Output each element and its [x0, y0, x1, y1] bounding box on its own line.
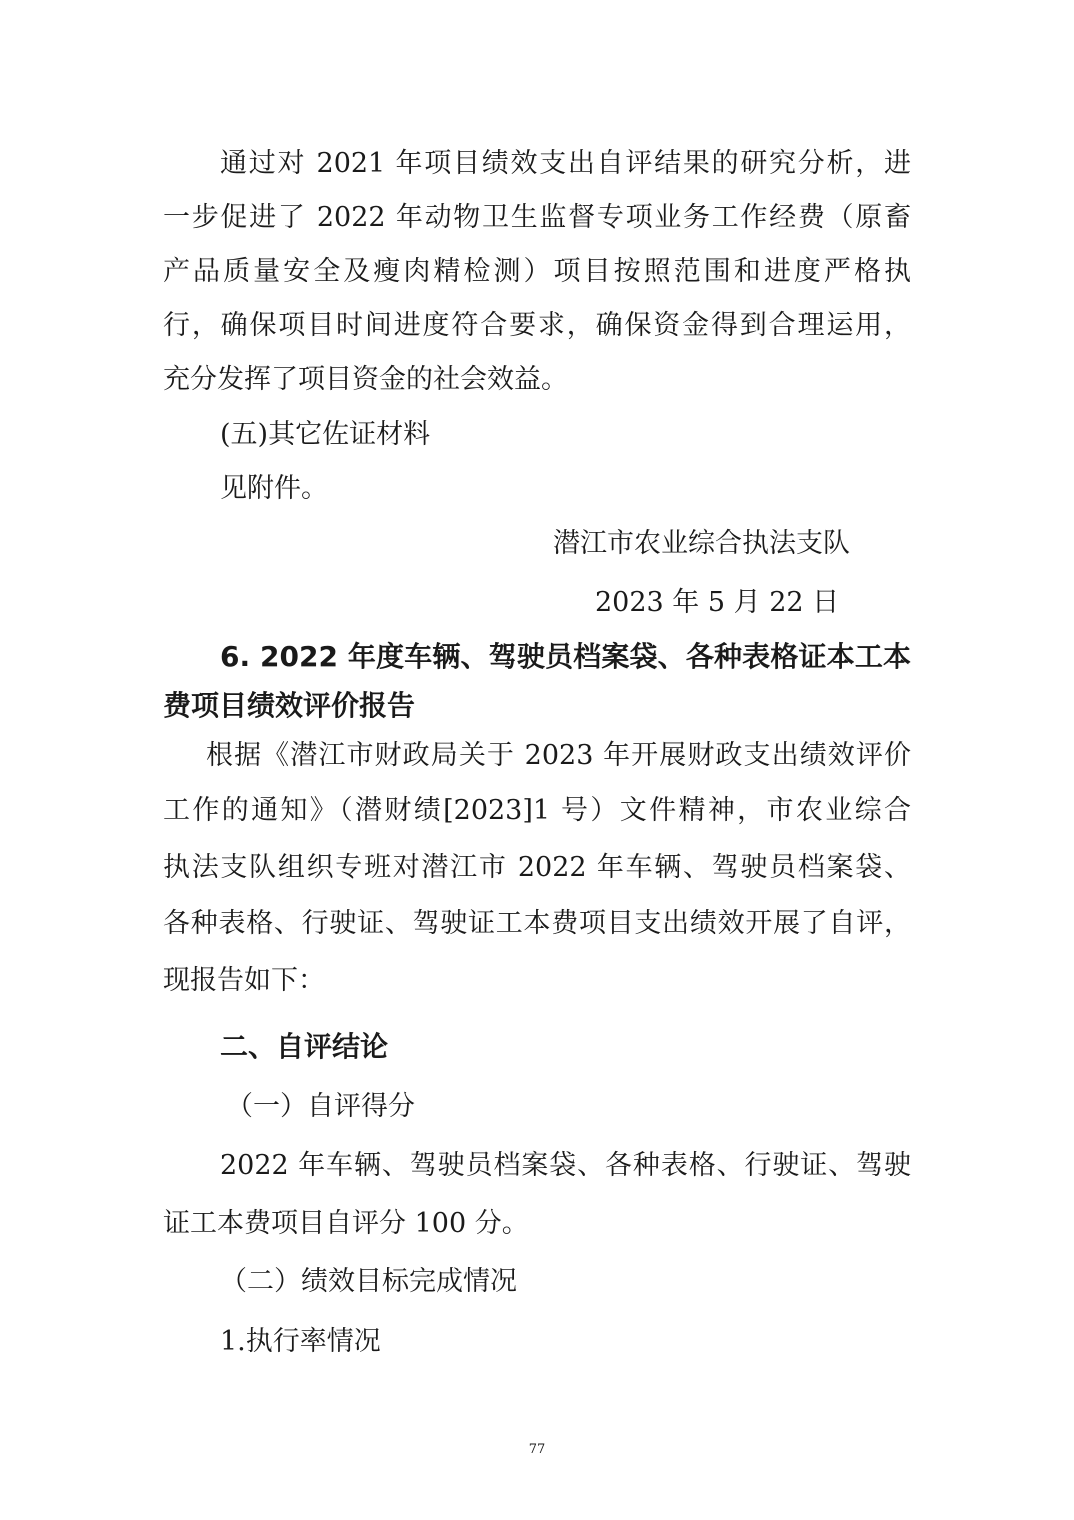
report-title-line-1: 6. 2022 年度车辆、驾驶员档案袋、各种表格证本工本 — [220, 640, 911, 673]
section5-heading: (五)其它佐证材料 — [220, 419, 431, 450]
intro-line-3: 执法支队组织专班对潜江市 2022 年车辆、驾驶员档案袋、 — [163, 852, 911, 883]
sub1-text-line-1: 2022 年车辆、驾驶员档案袋、各种表格、行驶证、驾驶 — [220, 1150, 911, 1181]
intro-line-4: 各种表格、行驶证、驾驶证工本费项目支出绩效开展了自评， — [163, 908, 911, 939]
item1-heading: 1.执行率情况 — [220, 1326, 381, 1357]
section2-heading: 二、自评结论 — [220, 1030, 389, 1063]
para1-line-1: 通过对 2021 年项目绩效支出自评结果的研究分析，进 — [220, 148, 911, 179]
sub1-heading: （一）自评得分 — [226, 1091, 415, 1122]
sub1-text-line-2: 证工本费项目自评分 100 分。 — [163, 1208, 529, 1239]
para1-line-4: 行，确保项目时间进度符合要求，确保资金得到合理运用， — [163, 310, 911, 341]
para1-line-3: 产品质量安全及瘦肉精检测）项目按照范围和进度严格执 — [163, 256, 911, 287]
page-number: 77 — [528, 1442, 546, 1457]
intro-line-1: 根据《潜江市财政局关于 2023 年开展财政支出绩效评价 — [206, 740, 911, 771]
signature-org: 潜江市农业综合执法支队 — [553, 528, 850, 559]
intro-line-2: 工作的通知》（潜财绩[2023]1 号）文件精神，市农业综合 — [163, 795, 911, 826]
para1-line-2: 一步促进了 2022 年动物卫生监督专项业务工作经费（原畜 — [163, 202, 911, 233]
intro-line-5: 现报告如下： — [163, 965, 325, 996]
sub2-heading: （二）绩效目标完成情况 — [220, 1266, 517, 1297]
section5-text: 见附件。 — [220, 473, 328, 504]
para1-line-5: 充分发挥了项目资金的社会效益。 — [163, 364, 568, 395]
signature-date: 2023 年 5 月 22 日 — [595, 587, 840, 618]
report-title-line-2: 费项目绩效评价报告 — [163, 689, 416, 722]
